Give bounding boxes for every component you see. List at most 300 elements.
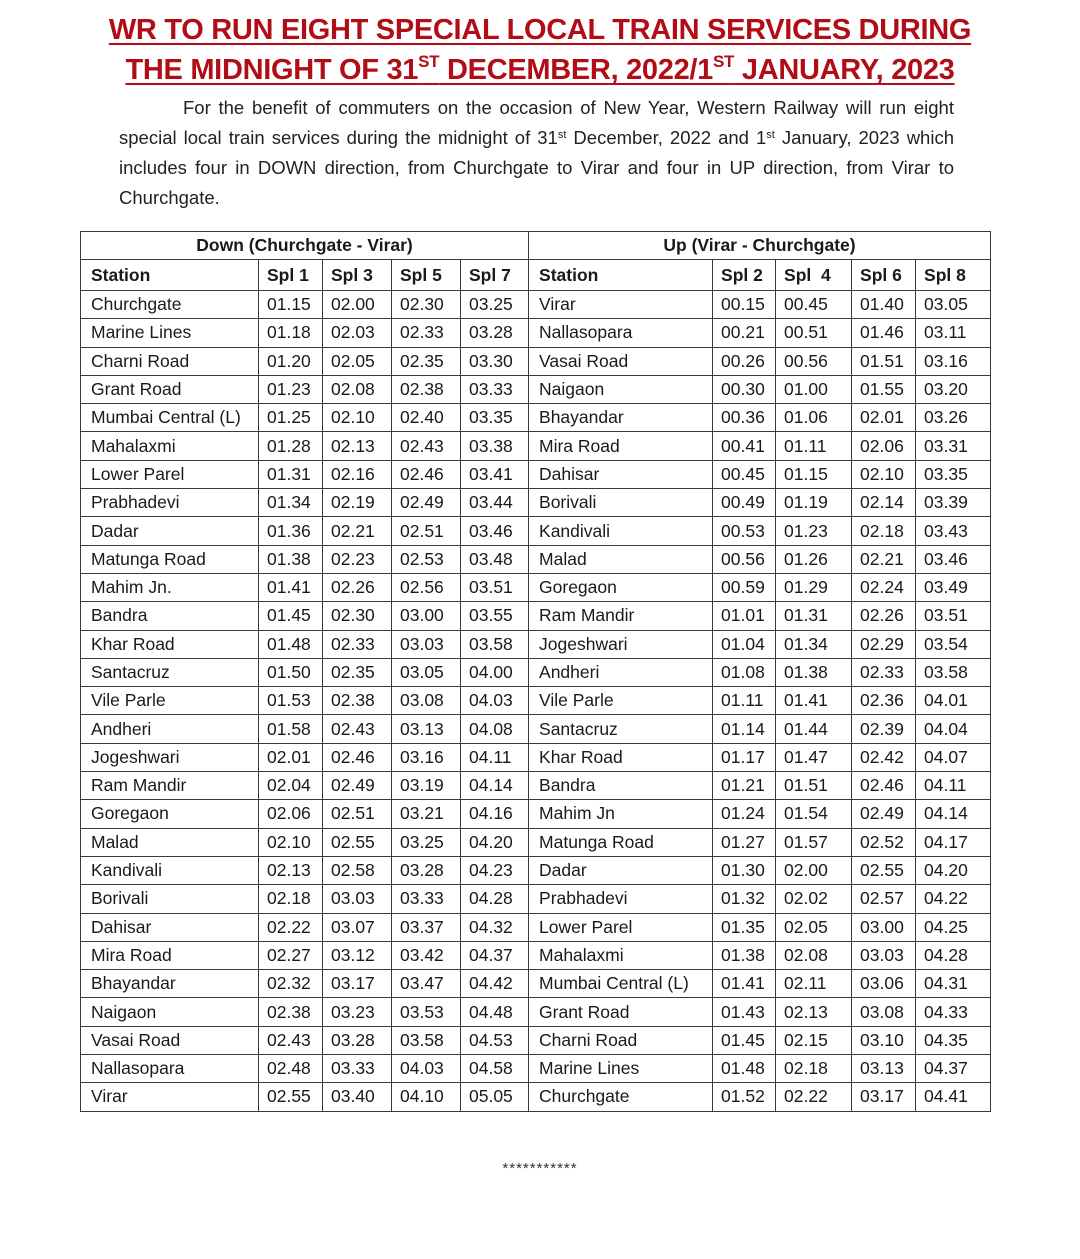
up-station-cell: Borivali <box>529 489 713 517</box>
down-station-cell: Nallasopara <box>81 1055 259 1083</box>
up-station-cell: Virar <box>529 291 713 319</box>
up-time-cell: 02.24 <box>852 573 916 601</box>
down-time-cell: 01.18 <box>259 319 323 347</box>
down-time-cell: 03.46 <box>461 517 529 545</box>
up-time-cell: 01.57 <box>776 828 852 856</box>
up-time-cell: 01.01 <box>713 602 776 630</box>
up-time-cell: 02.36 <box>852 687 916 715</box>
table-row <box>81 573 991 601</box>
headline-text: THE MIDNIGHT OF 31 <box>125 54 419 86</box>
down-time-cell: 03.48 <box>461 545 529 573</box>
table-row <box>81 1055 991 1083</box>
down-time-cell: 02.53 <box>392 545 461 573</box>
down-direction-heading: Down (Churchgate - Virar) <box>81 232 529 260</box>
down-time-cell: 02.22 <box>259 913 323 941</box>
up-direction-heading: Up (Virar - Churchgate) <box>529 232 991 260</box>
down-time-cell: 03.28 <box>323 1026 392 1054</box>
table-row <box>81 375 991 403</box>
down-time-cell: 02.00 <box>323 291 392 319</box>
up-time-cell: 03.46 <box>916 545 991 573</box>
up-time-cell: 03.10 <box>852 1026 916 1054</box>
down-time-cell: 03.35 <box>461 404 529 432</box>
up-time-cell: 03.20 <box>916 375 991 403</box>
table-row <box>81 885 991 913</box>
up-time-cell: 04.31 <box>916 970 991 998</box>
down-time-cell: 01.31 <box>259 460 323 488</box>
up-time-cell: 03.39 <box>916 489 991 517</box>
down-station-cell: Dahisar <box>81 913 259 941</box>
up-time-cell: 02.21 <box>852 545 916 573</box>
down-time-cell: 02.48 <box>259 1055 323 1083</box>
up-time-cell: 04.35 <box>916 1026 991 1054</box>
up-time-cell: 03.26 <box>916 404 991 432</box>
up-time-cell: 01.15 <box>776 460 852 488</box>
down-time-cell: 03.28 <box>461 319 529 347</box>
down-station-cell: Mahalaxmi <box>81 432 259 460</box>
down-time-cell: 03.03 <box>392 630 461 658</box>
down-time-cell: 02.33 <box>323 630 392 658</box>
headline-text: DECEMBER, 2022/1 <box>439 54 713 86</box>
up-time-cell: 02.01 <box>852 404 916 432</box>
up-time-cell: 04.22 <box>916 885 991 913</box>
down-station-cell: Jogeshwari <box>81 743 259 771</box>
down-time-cell: 02.32 <box>259 970 323 998</box>
table-row <box>81 828 991 856</box>
up-station-cell: Charni Road <box>529 1026 713 1054</box>
up-time-cell: 04.33 <box>916 998 991 1026</box>
down-time-cell: 02.35 <box>323 658 392 686</box>
table-row <box>81 715 991 743</box>
down-time-cell: 02.13 <box>259 856 323 884</box>
down-time-cell: 01.53 <box>259 687 323 715</box>
down-time-cell: 02.55 <box>259 1083 323 1111</box>
down-time-cell: 04.14 <box>461 772 529 800</box>
up-time-cell: 02.46 <box>852 772 916 800</box>
up-time-cell: 01.17 <box>713 743 776 771</box>
down-time-cell: 02.43 <box>323 715 392 743</box>
up-time-cell: 02.42 <box>852 743 916 771</box>
up-time-cell: 02.26 <box>852 602 916 630</box>
up-time-cell: 03.13 <box>852 1055 916 1083</box>
down-time-cell: 04.16 <box>461 800 529 828</box>
up-time-cell: 01.55 <box>852 375 916 403</box>
up-station-cell: Kandivali <box>529 517 713 545</box>
up-time-cell: 01.38 <box>776 658 852 686</box>
table-row <box>81 404 991 432</box>
down-time-cell: 02.58 <box>323 856 392 884</box>
up-station-cell: Mahalaxmi <box>529 941 713 969</box>
up-time-cell: 01.11 <box>776 432 852 460</box>
down-station-cell: Matunga Road <box>81 545 259 573</box>
down-time-cell: 02.33 <box>392 319 461 347</box>
down-station-cell: Lower Parel <box>81 460 259 488</box>
up-time-cell: 01.31 <box>776 602 852 630</box>
up-time-cell: 03.51 <box>916 602 991 630</box>
up-time-cell: 01.40 <box>852 291 916 319</box>
up-time-cell: 04.25 <box>916 913 991 941</box>
up-time-cell: 01.41 <box>776 687 852 715</box>
down-time-cell: 04.23 <box>461 856 529 884</box>
up-time-cell: 01.19 <box>776 489 852 517</box>
up-station-cell: Churchgate <box>529 1083 713 1111</box>
down-station-cell: Mahim Jn. <box>81 573 259 601</box>
down-time-cell: 04.08 <box>461 715 529 743</box>
up-station-cell: Andheri <box>529 658 713 686</box>
up-time-cell: 03.31 <box>916 432 991 460</box>
up-station-cell: Lower Parel <box>529 913 713 941</box>
table-row <box>81 1026 991 1054</box>
up-station-cell: Mira Road <box>529 432 713 460</box>
up-station-cell: Vasai Road <box>529 347 713 375</box>
up-time-cell: 01.08 <box>713 658 776 686</box>
down-time-cell: 03.28 <box>392 856 461 884</box>
table-row <box>81 913 991 941</box>
down-station-cell: Virar <box>81 1083 259 1111</box>
up-time-cell: 04.11 <box>916 772 991 800</box>
down-station-cell: Dadar <box>81 517 259 545</box>
up-time-cell: 03.05 <box>916 291 991 319</box>
table-row <box>81 630 991 658</box>
up-time-cell: 00.53 <box>713 517 776 545</box>
down-station-cell: Vile Parle <box>81 687 259 715</box>
down-time-cell: 02.19 <box>323 489 392 517</box>
down-time-cell: 01.34 <box>259 489 323 517</box>
down-time-cell: 02.06 <box>259 800 323 828</box>
down-time-cell: 02.38 <box>259 998 323 1026</box>
up-time-cell: 01.43 <box>713 998 776 1026</box>
up-time-cell: 01.51 <box>776 772 852 800</box>
down-time-cell: 02.18 <box>259 885 323 913</box>
down-time-cell: 03.19 <box>392 772 461 800</box>
up-time-cell: 00.45 <box>776 291 852 319</box>
down-station-cell: Kandivali <box>81 856 259 884</box>
up-time-cell: 01.27 <box>713 828 776 856</box>
down-time-cell: 04.53 <box>461 1026 529 1054</box>
down-train-header: Spl 7 <box>461 260 529 291</box>
table-row <box>81 687 991 715</box>
up-time-cell: 00.56 <box>776 347 852 375</box>
down-time-cell: 04.03 <box>461 687 529 715</box>
up-time-cell: 02.06 <box>852 432 916 460</box>
up-time-cell: 01.34 <box>776 630 852 658</box>
up-time-cell: 03.03 <box>852 941 916 969</box>
up-time-cell: 04.41 <box>916 1083 991 1111</box>
table-row <box>81 856 991 884</box>
down-time-cell: 03.17 <box>323 970 392 998</box>
up-time-cell: 02.13 <box>776 998 852 1026</box>
intro-paragraph <box>119 93 954 213</box>
down-time-cell: 02.55 <box>323 828 392 856</box>
up-time-cell: 01.46 <box>852 319 916 347</box>
up-time-cell: 00.51 <box>776 319 852 347</box>
up-time-cell: 01.38 <box>713 941 776 969</box>
down-time-cell: 01.45 <box>259 602 323 630</box>
up-time-cell: 04.17 <box>916 828 991 856</box>
up-time-cell: 00.21 <box>713 319 776 347</box>
down-time-cell: 02.56 <box>392 573 461 601</box>
up-station-cell: Malad <box>529 545 713 573</box>
table-row <box>81 970 991 998</box>
up-time-cell: 02.57 <box>852 885 916 913</box>
down-time-cell: 02.49 <box>392 489 461 517</box>
down-time-cell: 04.11 <box>461 743 529 771</box>
down-station-cell: Santacruz <box>81 658 259 686</box>
up-station-cell: Jogeshwari <box>529 630 713 658</box>
up-time-cell: 02.18 <box>852 517 916 545</box>
down-time-cell: 02.49 <box>323 772 392 800</box>
down-time-cell: 01.41 <box>259 573 323 601</box>
up-time-cell: 01.21 <box>713 772 776 800</box>
up-time-cell: 01.41 <box>713 970 776 998</box>
down-time-cell: 03.38 <box>461 432 529 460</box>
down-time-cell: 03.12 <box>323 941 392 969</box>
up-station-cell: Prabhadevi <box>529 885 713 913</box>
up-time-cell: 00.41 <box>713 432 776 460</box>
up-time-cell: 01.32 <box>713 885 776 913</box>
headline-text: JANUARY, 2023 <box>734 54 955 86</box>
down-time-cell: 02.40 <box>392 404 461 432</box>
down-time-cell: 03.23 <box>323 998 392 1026</box>
down-time-cell: 04.03 <box>392 1055 461 1083</box>
down-time-cell: 04.37 <box>461 941 529 969</box>
down-time-cell: 02.01 <box>259 743 323 771</box>
up-time-cell: 01.51 <box>852 347 916 375</box>
down-time-cell: 03.55 <box>461 602 529 630</box>
down-time-cell: 01.25 <box>259 404 323 432</box>
table-row <box>81 1083 991 1111</box>
down-train-header: Spl 1 <box>259 260 323 291</box>
up-station-cell: Bandra <box>529 772 713 800</box>
up-station-cell: Matunga Road <box>529 828 713 856</box>
down-time-cell: 03.40 <box>323 1083 392 1111</box>
down-time-cell: 01.38 <box>259 545 323 573</box>
down-time-cell: 02.51 <box>392 517 461 545</box>
up-time-cell: 00.45 <box>713 460 776 488</box>
down-station-cell: Naigaon <box>81 998 259 1026</box>
up-station-cell: Bhayandar <box>529 404 713 432</box>
down-time-cell: 03.13 <box>392 715 461 743</box>
up-train-header: Spl 2 <box>713 260 776 291</box>
up-time-cell: 02.55 <box>852 856 916 884</box>
down-time-cell: 05.05 <box>461 1083 529 1111</box>
up-time-cell: 01.00 <box>776 375 852 403</box>
down-time-cell: 03.00 <box>392 602 461 630</box>
up-station-cell: Khar Road <box>529 743 713 771</box>
up-time-cell: 04.20 <box>916 856 991 884</box>
down-time-cell: 02.04 <box>259 772 323 800</box>
up-time-cell: 02.15 <box>776 1026 852 1054</box>
table-row <box>81 347 991 375</box>
down-station-cell: Mumbai Central (L) <box>81 404 259 432</box>
up-time-cell: 02.39 <box>852 715 916 743</box>
down-time-cell: 02.21 <box>323 517 392 545</box>
down-time-cell: 02.03 <box>323 319 392 347</box>
down-time-cell: 02.38 <box>392 375 461 403</box>
down-station-header: Station <box>81 260 259 291</box>
up-station-cell: Marine Lines <box>529 1055 713 1083</box>
down-time-cell: 02.51 <box>323 800 392 828</box>
up-time-cell: 01.47 <box>776 743 852 771</box>
down-time-cell: 02.46 <box>323 743 392 771</box>
up-station-cell: Goregaon <box>529 573 713 601</box>
up-train-header: Spl 4 <box>776 260 852 291</box>
down-time-cell: 02.43 <box>392 432 461 460</box>
timetable <box>80 231 991 1112</box>
ordinal-suffix: st <box>766 129 775 141</box>
down-time-cell: 04.42 <box>461 970 529 998</box>
up-time-cell: 03.17 <box>852 1083 916 1111</box>
down-station-cell: Churchgate <box>81 291 259 319</box>
down-time-cell: 03.51 <box>461 573 529 601</box>
down-time-cell: 02.13 <box>323 432 392 460</box>
up-time-cell: 04.28 <box>916 941 991 969</box>
up-train-header: Spl 6 <box>852 260 916 291</box>
down-train-header: Spl 5 <box>392 260 461 291</box>
up-time-cell: 03.16 <box>916 347 991 375</box>
down-time-cell: 03.37 <box>392 913 461 941</box>
table-row <box>81 545 991 573</box>
down-time-cell: 02.46 <box>392 460 461 488</box>
table-row <box>81 460 991 488</box>
down-station-cell: Goregaon <box>81 800 259 828</box>
down-station-cell: Charni Road <box>81 347 259 375</box>
up-time-cell: 02.49 <box>852 800 916 828</box>
down-time-cell: 03.03 <box>323 885 392 913</box>
down-train-header: Spl 3 <box>323 260 392 291</box>
down-time-cell: 01.50 <box>259 658 323 686</box>
down-time-cell: 02.43 <box>259 1026 323 1054</box>
down-time-cell: 02.38 <box>323 687 392 715</box>
down-time-cell: 04.32 <box>461 913 529 941</box>
up-time-cell: 00.30 <box>713 375 776 403</box>
down-station-cell: Mira Road <box>81 941 259 969</box>
ordinal-suffix: st <box>557 129 567 141</box>
down-time-cell: 03.41 <box>461 460 529 488</box>
down-time-cell: 04.10 <box>392 1083 461 1111</box>
down-time-cell: 02.23 <box>323 545 392 573</box>
ordinal-suffix: ST <box>418 52 440 71</box>
up-time-cell: 01.35 <box>713 913 776 941</box>
timetable-body <box>81 291 991 1112</box>
table-row <box>81 291 991 319</box>
down-station-cell: Grant Road <box>81 375 259 403</box>
up-time-cell: 03.06 <box>852 970 916 998</box>
up-station-cell: Mumbai Central (L) <box>529 970 713 998</box>
up-time-cell: 01.45 <box>713 1026 776 1054</box>
down-time-cell: 04.58 <box>461 1055 529 1083</box>
headline-line-1: WR TO RUN EIGHT SPECIAL LOCAL TRAIN SERVICES DURING <box>108 14 972 46</box>
down-time-cell: 01.28 <box>259 432 323 460</box>
up-time-cell: 01.44 <box>776 715 852 743</box>
down-station-cell: Bandra <box>81 602 259 630</box>
down-station-cell: Vasai Road <box>81 1026 259 1054</box>
down-station-cell: Marine Lines <box>81 319 259 347</box>
up-time-cell: 01.29 <box>776 573 852 601</box>
up-time-cell: 00.26 <box>713 347 776 375</box>
down-time-cell: 03.08 <box>392 687 461 715</box>
table-row <box>81 432 991 460</box>
down-time-cell: 02.27 <box>259 941 323 969</box>
down-time-cell: 04.00 <box>461 658 529 686</box>
down-station-cell: Andheri <box>81 715 259 743</box>
table-row <box>81 319 991 347</box>
down-station-cell: Malad <box>81 828 259 856</box>
up-time-cell: 02.33 <box>852 658 916 686</box>
down-time-cell: 03.33 <box>461 375 529 403</box>
table-row <box>81 489 991 517</box>
down-time-cell: 03.44 <box>461 489 529 517</box>
table-row <box>81 998 991 1026</box>
up-time-cell: 01.24 <box>713 800 776 828</box>
table-row <box>81 772 991 800</box>
down-station-cell: Borivali <box>81 885 259 913</box>
down-station-cell: Khar Road <box>81 630 259 658</box>
down-time-cell: 04.28 <box>461 885 529 913</box>
down-time-cell: 03.25 <box>461 291 529 319</box>
up-time-cell: 00.36 <box>713 404 776 432</box>
down-time-cell: 02.30 <box>392 291 461 319</box>
up-time-cell: 03.43 <box>916 517 991 545</box>
up-time-cell: 02.02 <box>776 885 852 913</box>
table-row <box>81 800 991 828</box>
down-time-cell: 01.23 <box>259 375 323 403</box>
down-time-cell: 02.35 <box>392 347 461 375</box>
up-time-cell: 04.14 <box>916 800 991 828</box>
up-station-header: Station <box>529 260 713 291</box>
up-time-cell: 03.11 <box>916 319 991 347</box>
up-time-cell: 03.49 <box>916 573 991 601</box>
table-row <box>81 941 991 969</box>
up-time-cell: 02.11 <box>776 970 852 998</box>
down-time-cell: 02.30 <box>323 602 392 630</box>
up-time-cell: 03.58 <box>916 658 991 686</box>
down-time-cell: 03.25 <box>392 828 461 856</box>
up-time-cell: 02.22 <box>776 1083 852 1111</box>
down-time-cell: 02.10 <box>323 404 392 432</box>
table-row <box>81 743 991 771</box>
up-time-cell: 01.04 <box>713 630 776 658</box>
up-time-cell: 04.07 <box>916 743 991 771</box>
up-time-cell: 03.54 <box>916 630 991 658</box>
up-station-cell: Nallasopara <box>529 319 713 347</box>
down-time-cell: 03.33 <box>392 885 461 913</box>
up-station-cell: Santacruz <box>529 715 713 743</box>
down-time-cell: 02.08 <box>323 375 392 403</box>
up-time-cell: 02.29 <box>852 630 916 658</box>
up-time-cell: 01.30 <box>713 856 776 884</box>
up-station-cell: Mahim Jn <box>529 800 713 828</box>
down-time-cell: 01.58 <box>259 715 323 743</box>
down-time-cell: 03.21 <box>392 800 461 828</box>
down-time-cell: 03.05 <box>392 658 461 686</box>
up-time-cell: 02.05 <box>776 913 852 941</box>
up-time-cell: 00.59 <box>713 573 776 601</box>
up-time-cell: 01.48 <box>713 1055 776 1083</box>
headline-line-2 <box>0 54 1080 87</box>
up-time-cell: 00.49 <box>713 489 776 517</box>
up-time-cell: 00.15 <box>713 291 776 319</box>
down-station-cell: Bhayandar <box>81 970 259 998</box>
down-time-cell: 01.20 <box>259 347 323 375</box>
up-train-header: Spl 8 <box>916 260 991 291</box>
down-time-cell: 03.53 <box>392 998 461 1026</box>
up-time-cell: 02.14 <box>852 489 916 517</box>
table-row <box>81 602 991 630</box>
up-time-cell: 02.10 <box>852 460 916 488</box>
up-station-cell: Grant Road <box>529 998 713 1026</box>
down-station-cell: Prabhadevi <box>81 489 259 517</box>
up-time-cell: 01.06 <box>776 404 852 432</box>
